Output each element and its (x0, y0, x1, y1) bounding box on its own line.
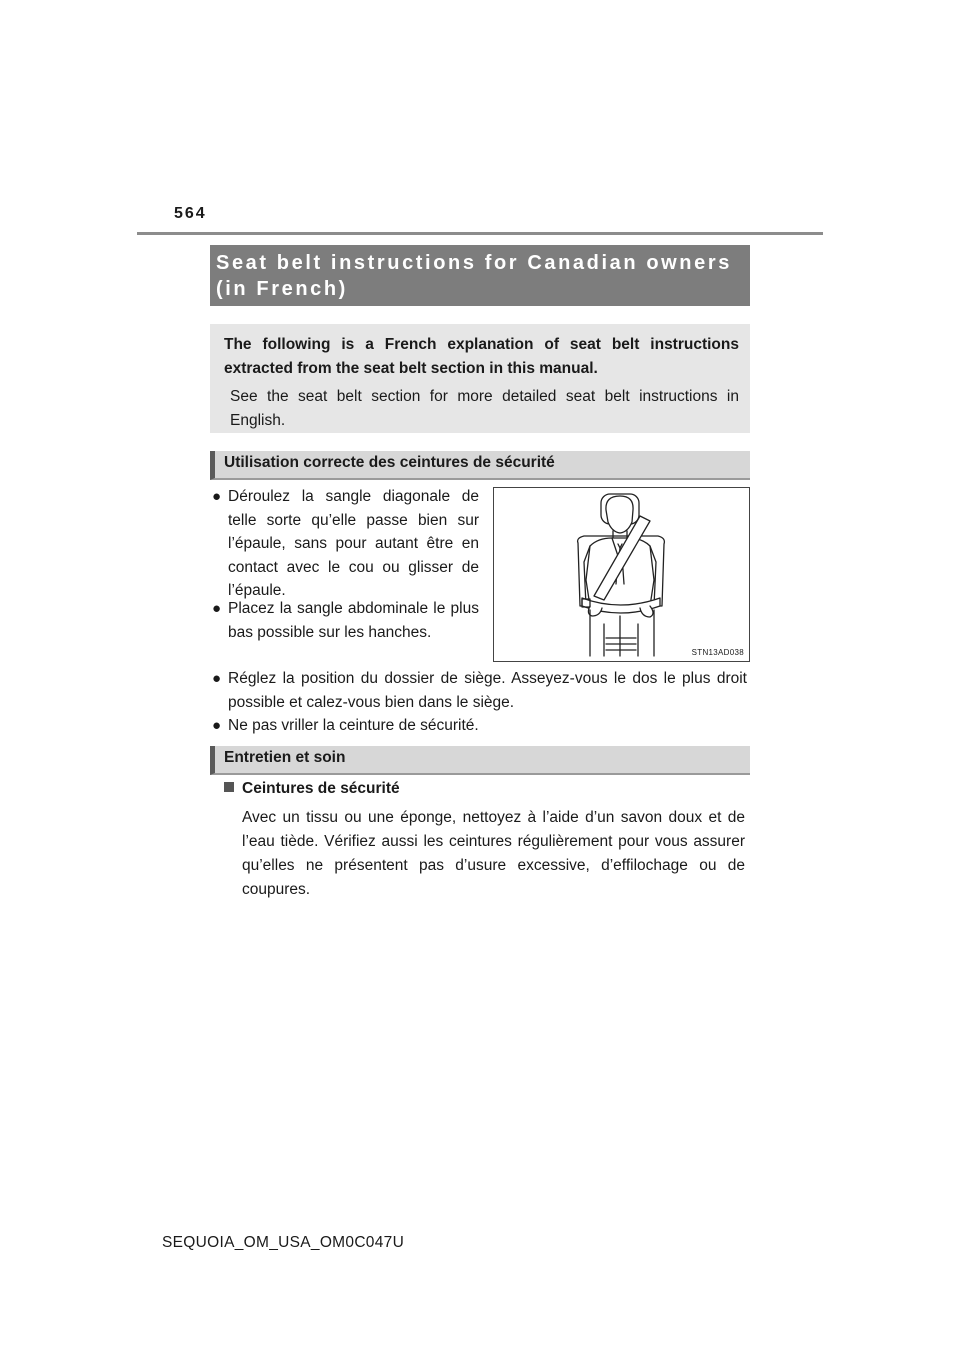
seatbelt-illustration (493, 487, 750, 662)
bullet-text: Réglez la position du dossier de siège. Asseyez-vous le dos le plus droit possible et calez-vous bien dans le siège. (228, 670, 747, 711)
intro-sub: See the seat belt section for more detailed seat belt instructions in English. (230, 388, 739, 429)
intro-box (210, 324, 750, 433)
bullet-item (212, 597, 479, 644)
page-number: 564 (174, 205, 207, 222)
bullet-icon: ● (212, 488, 222, 505)
section-heading-entretien: Entretien et soin (210, 746, 750, 775)
bullet-item (212, 485, 479, 603)
bullet-item (212, 667, 747, 714)
header-rule (137, 232, 823, 235)
square-bullet-icon (224, 782, 234, 792)
seated-person-icon (494, 488, 749, 661)
figure-code: STN13AD038 (691, 648, 744, 657)
bullet-icon: ● (212, 717, 222, 734)
footer-code: SEQUOIA_OM_USA_OM0C047U (162, 1234, 405, 1251)
care-paragraph: Avec un tissu ou une éponge, nettoyez à l’aide d’un savon doux et de l’eau tiède. Vérifiez aussi les ceintures régulièrement pour vous assurer qu’elles ne présentent pas d’usure excessive, d’effilochage ou de coupures. (242, 809, 745, 898)
bullet-text: Ne pas vriller la ceinture de sécurité. (228, 717, 479, 734)
bullet-item (212, 714, 747, 738)
bullet-text: Déroulez la sangle diagonale de telle sorte qu’elle passe bien sur l’épaule, sans pour autant être en contact avec le cou ou glisser de l’épaule. (228, 488, 479, 599)
intro-lead: The following is a French explanation of seat belt instructions extracted from the seat belt section in this manual. (224, 336, 739, 377)
page-title: Seat belt instructions for Canadian owners (in French) (210, 245, 750, 306)
section-heading-utilisation: Utilisation correcte des ceintures de sécurité (210, 451, 750, 480)
subheading-text: Ceintures de sécurité (242, 780, 400, 797)
bullet-icon: ● (212, 670, 222, 687)
subheading (224, 780, 400, 798)
bullet-text: Placez la sangle abdominale le plus bas possible sur les hanches. (228, 600, 479, 641)
bullet-icon: ● (212, 600, 222, 617)
